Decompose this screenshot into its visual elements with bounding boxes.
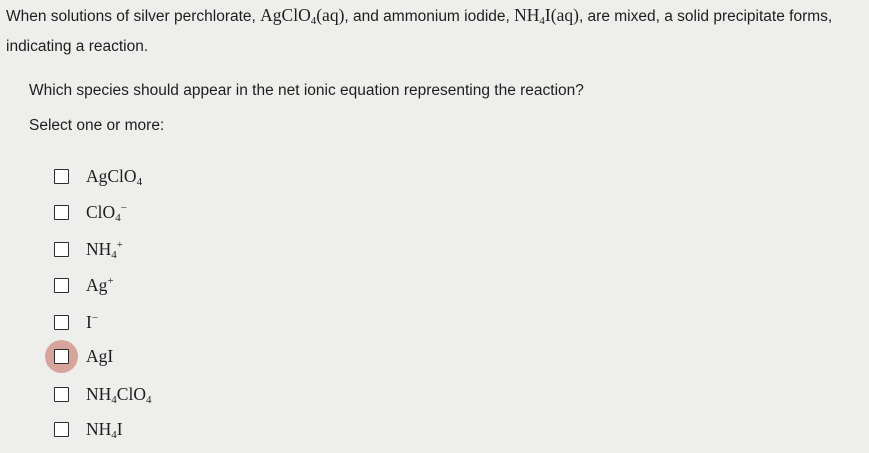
option-label: $NH_4^+$ bbox=[86, 238, 123, 261]
question-text bbox=[6, 0, 866, 62]
checkbox[interactable] bbox=[54, 242, 69, 257]
reagent-silver-perchlorate: AgClO$_4$(aq) bbox=[260, 5, 345, 27]
checkbox[interactable] bbox=[54, 205, 69, 220]
option-label: I− bbox=[86, 311, 99, 332]
option-ag-ion[interactable] bbox=[48, 272, 248, 298]
question-text-part-1: When solutions of silver perchlorate, bbox=[6, 8, 261, 25]
checkbox[interactable] bbox=[54, 315, 69, 330]
option-clo4-ion[interactable] bbox=[48, 199, 248, 225]
option-label: $NH_4ClO_4$ bbox=[86, 383, 152, 406]
option-label: AgClO$_4$ bbox=[86, 165, 143, 188]
question-prompt: Which species should appear in the net ionic equation representing the reaction? bbox=[29, 82, 584, 99]
option-label: AgI bbox=[86, 345, 114, 366]
option-label: $NH_4I$ bbox=[86, 418, 123, 441]
checkbox[interactable] bbox=[54, 349, 69, 364]
reagent-ammonium-iodide: $NH_4I(aq)$ bbox=[514, 5, 579, 27]
option-agclo4[interactable] bbox=[48, 163, 248, 189]
option-label: ClO$_4$− bbox=[86, 201, 127, 224]
option-nh4clo4[interactable] bbox=[48, 381, 248, 407]
question-text-part-3: , are mixed, a solid precipitate forms, indicating a reaction. bbox=[6, 8, 833, 55]
checkbox[interactable] bbox=[54, 387, 69, 402]
select-instruction: Select one or more: bbox=[29, 117, 165, 134]
checkbox[interactable] bbox=[54, 422, 69, 437]
option-label: Ag+ bbox=[86, 274, 114, 295]
option-nh4i[interactable] bbox=[48, 416, 248, 442]
question-text-part-2: , and ammonium iodide, bbox=[344, 8, 515, 25]
option-iodide-ion[interactable] bbox=[48, 309, 248, 335]
checkbox[interactable] bbox=[54, 169, 69, 184]
option-nh4-ion[interactable] bbox=[48, 236, 248, 262]
option-agi[interactable] bbox=[48, 343, 248, 369]
checkbox[interactable] bbox=[54, 278, 69, 293]
